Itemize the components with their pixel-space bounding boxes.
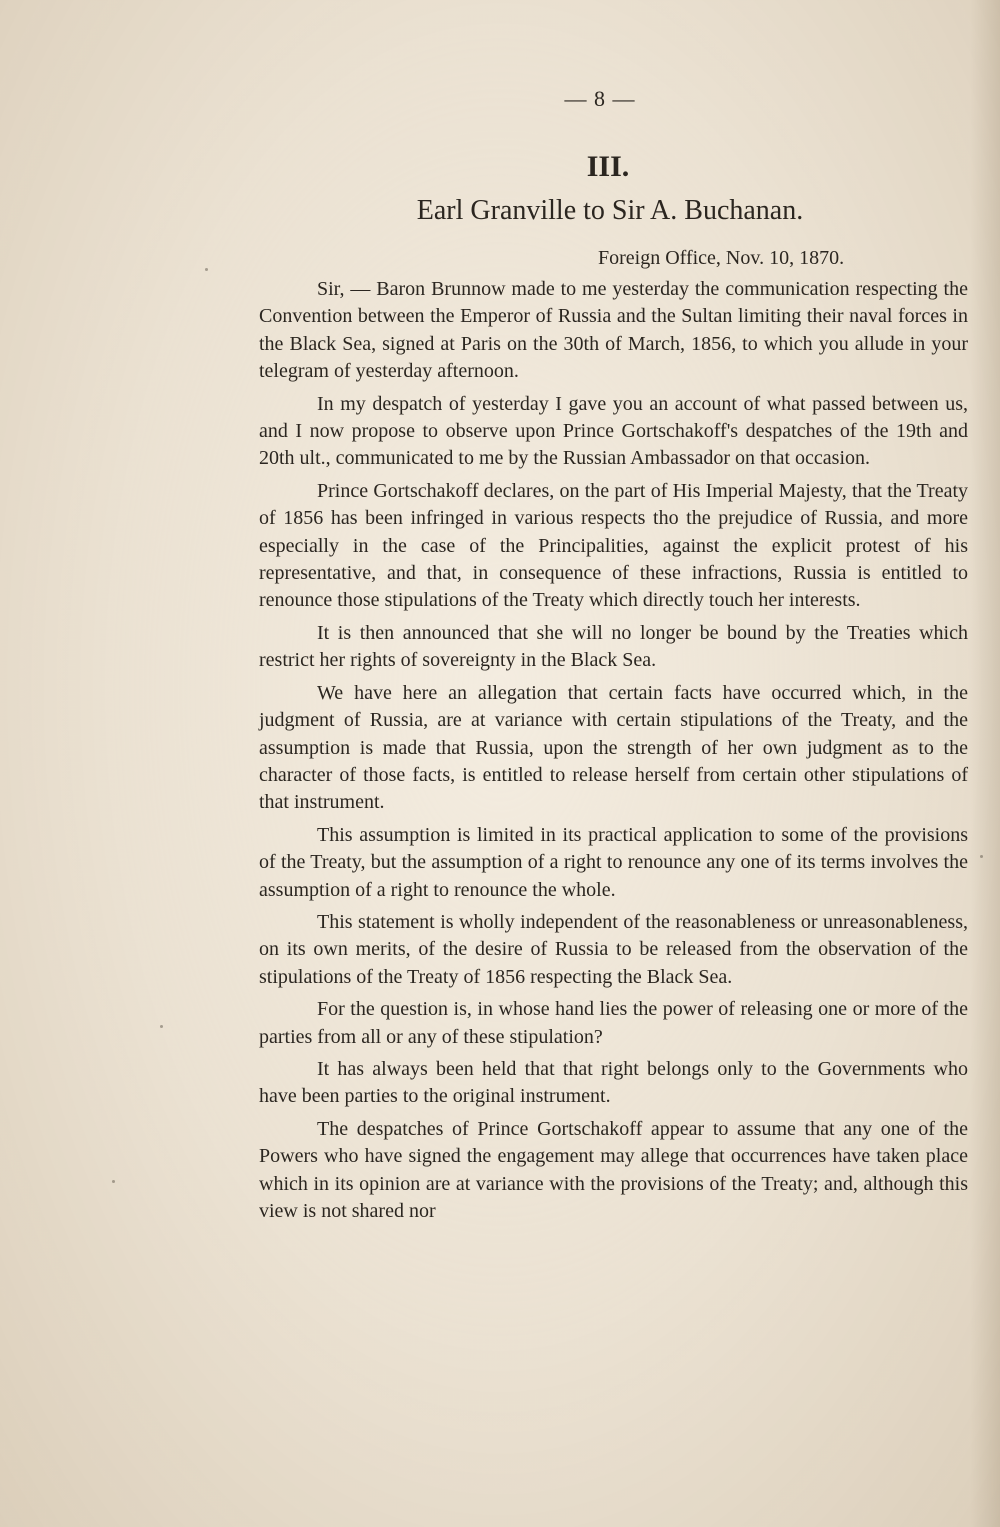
paper-speck	[980, 855, 983, 858]
paragraph-6: This assumption is limited in its practical application to some of the provisions of the Treaty, but the assumption of a right to renounce any one of its terms involves the assumption of a right to renounce the whole.	[259, 823, 968, 901]
paragraph-2: In my despatch of yesterday I gave you an account of what passed between us, and I now propose to observe upon Prince Gortschakoff's despatches of the 19th and 20th ult., communicated to me by the Russian Ambassador on that occasion.	[259, 392, 968, 470]
paragraph-8: For the question is, in whose hand lies the power of releasing one or more of the parties from all or any of these stipulation?	[259, 998, 968, 1048]
letter-body	[259, 276, 968, 1230]
paragraph-9: It has always been held that that right belongs only to the Governments who have been parties to the original instrument.	[259, 1057, 968, 1108]
page-number: — 8 —	[564, 86, 636, 111]
paper-speck	[205, 268, 208, 271]
paragraph-3: Prince Gortschakoff declares, on the part of His Imperial Majesty, that the Treaty of 1856 has been infringed in various respects tho the prejudice of Russia, and more especially in the case of the Principalities, against the explicit protest of his representative, and that, in consequence of these infractions, Russia is entitled to renounce those stipulations of the Treaty which directly touch her interests.	[259, 479, 968, 612]
paragraph-4: It is then announced that she will no longer be bound by the Treaties which restrict her rights of sovereignty in the Black Sea.	[259, 621, 968, 672]
page-edge-shadow	[970, 0, 1000, 1527]
paragraph-7: This statement is wholly independent of the reasonableness or unreasonableness, on its own merits, of the desire of Russia to be released from the observation of the stipulations of the Treaty of 1856 respecting the Black Sea.	[259, 910, 968, 988]
dateline: Foreign Office, Nov. 10, 1870.	[598, 247, 845, 269]
section-numeral: III.	[586, 150, 630, 183]
paragraph-5: We have here an allegation that certain facts have occurred which, in the judgment of Russia, are at variance with certain stipulations of the Treaty, and the assumption is made that Russia, upon the strength of her own judgment as to the character of those facts, is entitled to release herself from certain other stipulations of that instrument.	[259, 681, 968, 814]
paragraph-10: The despatches of Prince Gortschakoff appear to assume that any one of the Powers who have signed the engagement may allege that occurrences have taken place which in its opinion are at variance with the provisions of the Treaty; and, although this view is not shared nor	[259, 1117, 968, 1222]
paper-speck	[160, 1025, 163, 1028]
letter-heading: Earl Granville to Sir A. Buchanan.	[416, 195, 804, 226]
paper-speck	[112, 1180, 115, 1183]
paragraph-1: Sir, — Baron Brunnow made to me yesterday the communication respecting the Convention between the Emperor of Russia and the Sultan limiting their naval forces in the Black Sea, signed at Paris on the 30th of March, 1856, to which you allude in your telegram of yesterday afternoon.	[259, 278, 968, 383]
